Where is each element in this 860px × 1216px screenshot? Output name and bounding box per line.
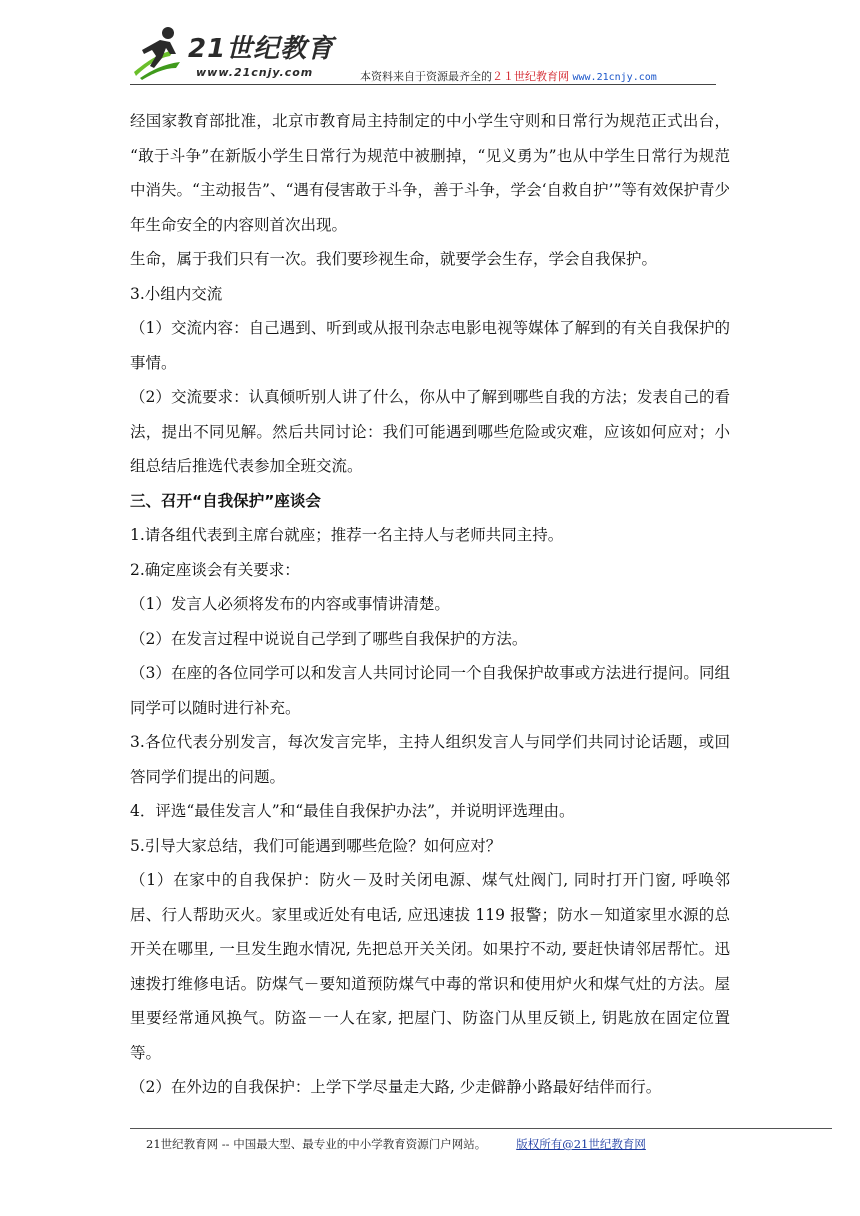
- runner-logo-icon: [130, 24, 192, 80]
- paragraph: （2）交流要求：认真倾听别人讲了什么，你从中了解到哪些自我的方法；发表自己的看法，提出不同见解。然后共同讨论：我们可能遇到哪些危险或灾难，应该如何应对；小组总结后推选代表参加全班交流。: [130, 388, 730, 475]
- paragraph: 3.小组内交流: [130, 284, 223, 303]
- paragraph: 3.各位代表分别发言，每次发言完毕，主持人组织发言人与同学们共同讨论话题，或回答同学们提出的问题。: [130, 733, 730, 786]
- logo-url: www.21cnjy.com: [196, 66, 314, 79]
- paragraph: （2）在外边的自我保护：上学下学尽量走大路, 少走僻静小路最好结伴而行。: [130, 1078, 662, 1096]
- page-footer: [146, 1136, 646, 1152]
- header-divider: [130, 84, 716, 85]
- header-url-link[interactable]: www.21cnjy.com: [572, 72, 657, 83]
- paragraph: 经国家教育部批准，北京市教育局主持制定的中小学生守则和日常行为规范正式出台， “敢于斗争”在新版小学生日常行为规范中被删掉，“见义勇为”也从中学生日常行为规范中消失。“主动报告”、“遇有侵害敢于斗争，善于斗争，学会‘自救自护’”等有效保护青少年生命安全的内容则首次出现。: [130, 112, 730, 234]
- header-note-prefix: 本资料来自于资源最齐全的: [360, 70, 492, 83]
- paragraph: 1.请各组代表到主席台就座；推荐一名主持人与老师共同主持。: [130, 526, 564, 544]
- paragraph: （1）在家中的自我保护：防火－及时关闭电源、煤气灶阀门, 同时打开门窗, 呼唤邻居、行人帮助灭火。家里或近处有电话, 应迅速拔 119 报警；防水－知道家里水源的总开关在哪里, 一旦发生跑水情况, 先把总开关关闭。如果拧不动, 要赶快请邻居帮忙。迅速拨打维修电话。防煤气－要知道预防煤气中毒的常识和使用炉火和煤气灶的方法。屋里要经常通风换气。防盗－一人在家, 把屋门、防盗门从里反锁上, 钥匙放在固定位置等。: [130, 871, 730, 1062]
- footer-text: 21世纪教育网 -- 中国最大型、最专业的中小学教育资源门户网站。: [146, 1137, 487, 1151]
- header-note: [360, 68, 657, 84]
- paragraph: 4．评选“最佳发言人”和“最佳自我保护办法”，并说明评选理由。: [130, 802, 575, 820]
- page-header: [130, 22, 730, 84]
- paragraph: （1）发言人必须将发布的内容或事情讲清楚。: [130, 595, 450, 613]
- section-heading: 三、召开“自我保护”座谈会: [130, 491, 321, 510]
- site-logo[interactable]: [130, 22, 340, 84]
- logo-text: 21世纪教育: [188, 34, 335, 64]
- paragraph: （2）在发言过程中说说自己学到了哪些自我保护的方法。: [130, 629, 528, 648]
- paragraph: 5.引导大家总结，我们可能遇到哪些危险？如何应对？: [130, 836, 502, 855]
- header-brand-link[interactable]: ２１世纪教育网: [492, 70, 569, 83]
- footer-divider: [130, 1128, 832, 1129]
- paragraph: 2.确定座谈会有关要求：: [130, 560, 300, 579]
- paragraph: （1）交流内容：自己遇到、听到或从报刊杂志电影电视等媒体了解到的有关自我保护的事情。: [130, 319, 730, 372]
- footer-copyright-link[interactable]: 版权所有@21世纪教育网: [516, 1137, 646, 1151]
- paragraph: （3）在座的各位同学可以和发言人共同讨论同一个自我保护故事或方法进行提问。同组同学可以随时进行补充。: [130, 664, 730, 717]
- document-body: [130, 104, 730, 1105]
- paragraph: 生命，属于我们只有一次。我们要珍视生命，就要学会生存，学会自我保护。: [130, 250, 658, 268]
